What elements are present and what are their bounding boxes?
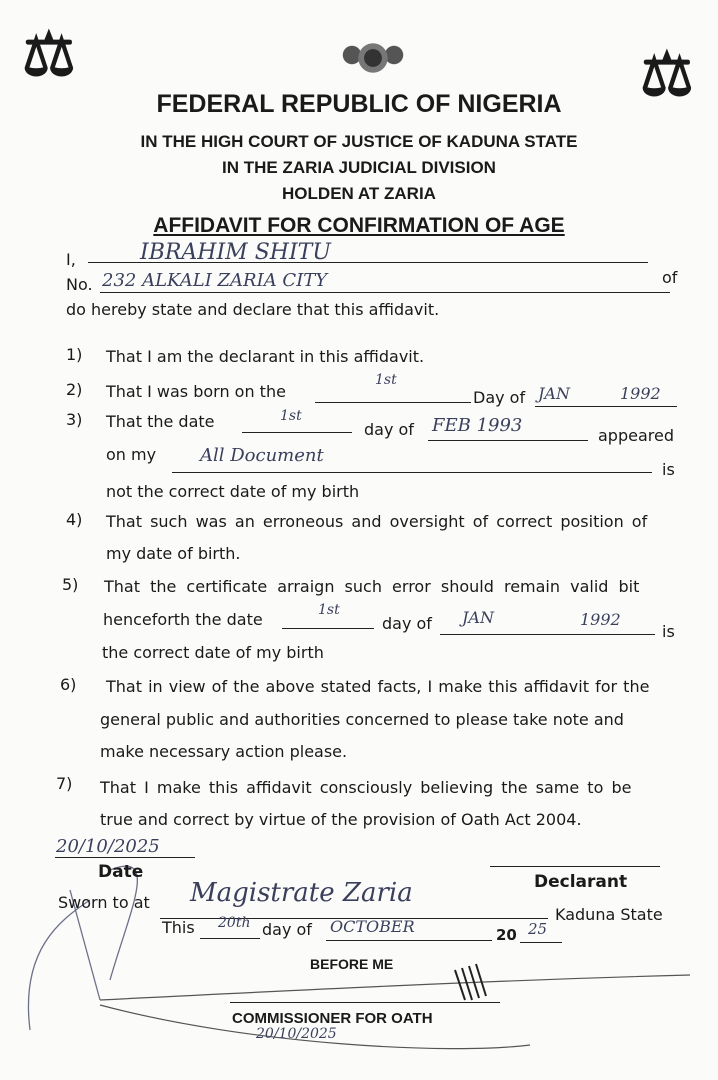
item-5-text-end: the correct date of my birth (102, 643, 324, 662)
this-label: This (162, 918, 195, 937)
country-heading: FEDERAL REPUBLIC OF NIGERIA (156, 90, 562, 118)
before-me-label: BEFORE ME (310, 956, 394, 972)
sworn-month-value[interactable]: OCTOBER (330, 917, 415, 936)
on-my-label: on my (106, 445, 157, 464)
item-number: 4) (66, 510, 83, 529)
correct-year-value[interactable]: 1992 (580, 610, 621, 629)
declare-text: do hereby state and declare that this affidavit. (66, 300, 440, 319)
sworn-place-value[interactable]: Magistrate Zaria (190, 878, 413, 908)
wrong-month-year-value[interactable]: FEB 1993 (432, 415, 523, 436)
is-label: is (662, 622, 675, 641)
holden-heading: HOLDEN AT ZARIA (282, 184, 436, 203)
item-1-text: That I am the declarant in this affidavit. (106, 347, 425, 366)
correct-month-value[interactable]: JAN (462, 608, 494, 627)
no-label: No. (66, 275, 93, 294)
commissioner-label: COMMISSIONER FOR OATH (232, 1010, 433, 1027)
item-3-text: That the date (106, 412, 215, 431)
correct-day-value[interactable]: 1st (318, 602, 340, 618)
date-label: Date (98, 862, 144, 882)
item-6-text-c: make necessary action please. (100, 742, 348, 761)
birth-month-value[interactable]: JAN (538, 384, 570, 403)
item-number: 7) (56, 774, 73, 793)
appeared-label: appeared (598, 426, 674, 445)
item-2-text: That I was born on the (106, 382, 286, 401)
day-of-label: day of (262, 920, 312, 939)
item-4-text: That such was an erroneous and oversight of correct position of (106, 512, 648, 531)
court-heading: IN THE HIGH COURT OF JUSTICE OF KADUNA STATE (140, 132, 578, 151)
birth-day-value[interactable]: 1st (375, 372, 397, 388)
item-6-text-b: general public and authorities concerned to please take note and (100, 710, 624, 729)
item-7-text: That I make this affidavit consciously believing the same to be (100, 778, 632, 797)
item-4-text-end: my date of birth. (106, 544, 241, 563)
sworn-day-value[interactable]: 20th (218, 915, 251, 931)
scales-of-justice-icon-right: ⚖ (640, 40, 694, 110)
item-number: 6) (60, 675, 77, 694)
item-number: 5) (62, 575, 79, 594)
declarant-name[interactable]: IBRAHIM SHITU (140, 240, 331, 265)
document-title: AFFIDAVIT FOR CONFIRMATION OF AGE (153, 214, 565, 237)
item-5-text: That the certificate arraign such error should remain valid bit (104, 577, 640, 596)
scales-of-justice-icon-left: ⚖ (22, 20, 76, 90)
address-value[interactable]: 232 ALKALI ZARIA CITY (102, 270, 328, 291)
item-number: 1) (66, 345, 83, 364)
sworn-to-label: Sworn to at (58, 893, 150, 912)
document-value[interactable]: All Document (200, 445, 324, 466)
item-number: 2) (66, 380, 83, 399)
commissioner-date: 20/10/2025 (256, 1026, 337, 1042)
year-prefix: 20 (496, 926, 517, 944)
day-of-label: day of (382, 614, 432, 633)
is-label: is (662, 460, 675, 479)
item-number: 3) (66, 410, 83, 429)
item-3-text-end: not the correct date of my birth (106, 482, 360, 501)
day-of-label: day of (364, 420, 414, 439)
wrong-day-value[interactable]: 1st (280, 408, 302, 424)
of-label: of (662, 268, 678, 287)
item-5-text-b: henceforth the date (103, 610, 263, 629)
state-label: Kaduna State (555, 905, 663, 924)
item-7-text-b: true and correct by virtue of the provision of Oath Act 2004. (100, 810, 582, 829)
year-suffix-value[interactable]: 25 (528, 920, 548, 938)
declarant-label: Declarant (534, 872, 628, 892)
birth-year-value[interactable]: 1992 (620, 384, 661, 403)
date-value[interactable]: 20/10/2025 (56, 836, 160, 857)
coat-of-arms-emblem (338, 25, 408, 85)
division-heading: IN THE ZARIA JUDICIAL DIVISION (222, 158, 496, 177)
day-of-label: Day of (473, 388, 526, 407)
item-6-text: That in view of the above stated facts, I make this affidavit for the (106, 677, 650, 696)
i-label: I, (66, 250, 76, 269)
